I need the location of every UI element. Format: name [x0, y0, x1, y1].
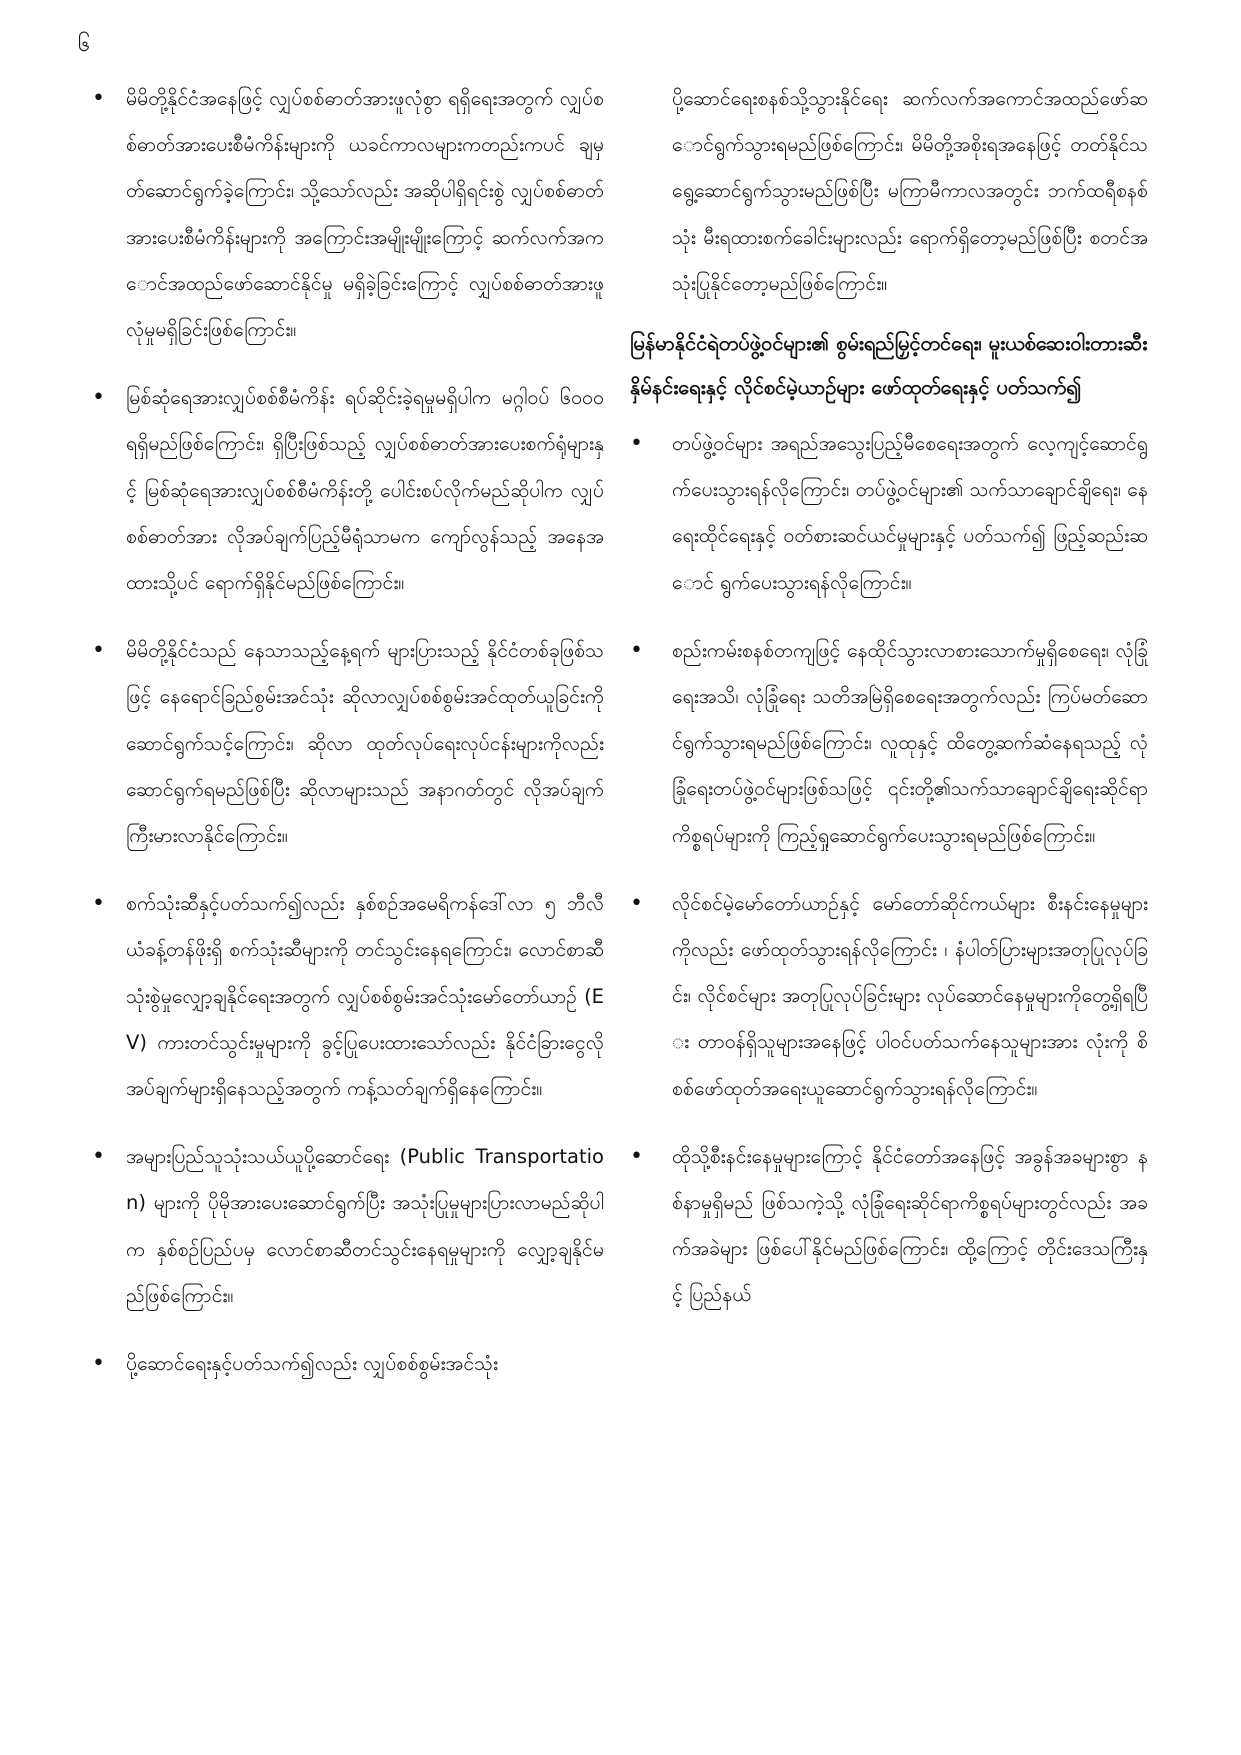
- left-bullet-list: [92, 76, 604, 1387]
- list-item: • ပို့ဆောင်ရေးနှင့်ပတ်သက်၍လည်း လျှပ်စစ်စွမ်းအင်သုံး: [92, 1341, 604, 1387]
- list-item: • တပ်ဖွဲ့ဝင်များ အရည်အသွေးပြည့်မီစေရေးအတွက် လေ့ကျင့်ဆောင်ရွက်ပေးသွားရန်လိုကြောင်း၊ တပ်ဖွဲ့ဝင်များ၏ သက်သာချောင်ချိရေး၊ နေရေးထိုင်ရေးနှင့် ဝတ်စားဆင်ယင်မှုများနှင့် ပတ်သက်၍ ဖြည့်ဆည်းဆောင် ရွက်ပေးသွားရန်လိုကြောင်း။: [630, 421, 1148, 606]
- list-item: • မြစ်ဆုံရေအားလျှပ်စစ်စီမံကိန်း ရပ်ဆိုင်းခဲ့ရမှုမရှိပါက မဂ္ဂါဝပ် ၆၀၀၀ ရရှိမည်ဖြစ်ကြောင်း၊ ရှိပြီးဖြစ်သည့် လျှပ်စစ်ဓာတ်အားပေးစက်ရုံများနှင့် မြစ်ဆုံရေအားလျှပ်စစ်စီမံကိန်းတို့ ပေါင်းစပ်လိုက်မည်ဆိုပါက လျှပ်စစ်ဓာတ်အား လိုအပ်ချက်ပြည့်မီရုံသာမက ကျော်လွန်သည့် အနေအထားသို့ပင် ရောက်ရှိနိုင်မည်ဖြစ်ကြောင်း။: [92, 375, 604, 606]
- list-item: • စက်သုံးဆီနှင့်ပတ်သက်၍လည်း နှစ်စဉ်အမေရိကန်ဒေါ်လာ ၅ ဘီလီယံခန့်တန်ဖိုးရှိ စက်သုံးဆီများကို တင်သွင်းနေရကြောင်း၊ လောင်စာဆီသုံးစွဲမှုလျှော့ချနိုင်ရေးအတွက် လျှပ်စစ်စွမ်းအင်သုံးမော်တော်ယာဉ် (EV) ကားတင်သွင်းမှုများကို ခွင့်ပြုပေးထားသော်လည်း နိုင်ငံခြားငွေလိုအပ်ချက်များရှိနေသည့်အတွက် ကန့်သတ်ချက်ရှိနေကြောင်း။: [92, 881, 604, 1112]
- section-heading: မြန်မာနိုင်ငံရဲတပ်ဖွဲ့ဝင်များ၏ စွမ်းရည်မြှင့်တင်ရေး၊ မူးယစ်ဆေးဝါးတားဆီးနှိမ်နင်းရေးနှင့် လိုင်စင်မဲ့ယာဉ်များ ဖော်ထုတ်ရေးနှင့် ပတ်သက်၍: [630, 331, 1148, 400]
- list-item: • စည်းကမ်းစနစ်တကျဖြင့် နေထိုင်သွားလာစားသောက်မှုရှိစေရေး၊ လုံခြုံရေးအသိ၊ လုံခြုံရေး သတိအမြဲရှိစေရေးအတွက်လည်း ကြပ်မတ်ဆောင်ရွက်သွားရမည်ဖြစ်ကြောင်း၊ လူထုနှင့် ထိတွေ့ဆက်ဆံနေရသည့် လုံခြုံရေးတပ်ဖွဲ့ဝင်များဖြစ်သဖြင့် ၎င်းတို့၏သက်သာချောင်ချိရေးဆိုင်ရာကိစ္စရပ်များကို ကြည့်ရှုဆောင်ရွက်ပေးသွားရမည်ဖြစ်ကြောင်း။: [630, 628, 1148, 859]
- list-item: • အများပြည်သူသုံးသယ်ယူပို့ဆောင်ရေး (Public Transportation) များကို ပိုမိုအားပေးဆောင်ရွက်ပြီး အသုံးပြုမှုများပြားလာမည်ဆိုပါက နှစ်စဉ်ပြည်ပမှ လောင်စာဆီတင်သွင်းနေရမှုများကို လျှော့ချနိုင်မည်ဖြစ်ကြောင်း။: [92, 1134, 604, 1319]
- list-item: • ထိုသို့စီးနင်းနေမှုများကြောင့် နိုင်ငံတော်အနေဖြင့် အခွန်အခများစွာ နစ်နာမှုရှိမည် ဖြစ်သကဲ့သို့ လုံခြုံရေးဆိုင်ရာကိစ္စရပ်များတွင်လည်း အခက်အခဲများ ဖြစ်ပေါ်နိုင်မည်ဖြစ်ကြောင်း၊ ထို့ကြောင့် တိုင်းဒေသကြီးနှင့် ပြည်နယ်: [630, 1134, 1148, 1319]
- continued-paragraph: ပို့ဆောင်ရေးစနစ်သို့သွားနိုင်ရေး ဆက်လက်အကောင်အထည်ဖော်ဆောင်ရွက်သွားရမည်ဖြစ်ကြောင်း၊ မိမိတို့အစိုးရအနေဖြင့် တတ်နိုင်သရွေ့ဆောင်ရွက်သွားမည်ဖြစ်ပြီး မကြာမီကာလအတွင်း ဘက်ထရီစနစ်သုံး မီးရထားစက်ခေါင်းများလည်း ရောက်ရှိတော့မည်ဖြစ်ပြီး စတင်အသုံးပြုနိုင်တော့မည်ဖြစ်ကြောင်း။: [672, 87, 1148, 295]
- right-bullet-list: [630, 421, 1148, 1319]
- list-item: • မိမိတို့နိုင်ငံအနေဖြင့် လျှပ်စစ်ဓာတ်အားဖူလုံစွာ ရရှိရေးအတွက် လျှပ်စစ်ဓာတ်အားပေးစီမံကိန်းများကို ယခင်ကာလများကတည်းကပင် ချမှတ်ဆောင်ရွက်ခဲ့ကြောင်း၊ သို့သော်လည်း အဆိုပါရှိရင်းစွဲ လျှပ်စစ်ဓာတ်အားပေးစီမံကိန်းများကို အကြောင်းအမျိုးမျိုးကြောင့် ဆက်လက်အကောင်အထည်ဖော်ဆောင်နိုင်မှု မရှိခဲ့ခြင်းကြောင့် လျှပ်စစ်ဓာတ်အားဖူလုံမှုမရှိခြင်းဖြစ်ကြောင်း။: [92, 76, 604, 353]
- list-item: • လိုင်စင်မဲ့မော်တော်ယာဉ်နှင့် မော်တော်ဆိုင်ကယ်များ စီးနင်းနေမှုများကိုလည်း ဖော်ထုတ်သွားရန်လိုကြောင်း ၊ နံပါတ်ပြားများအတုပြုလုပ်ခြင်း၊ လိုင်စင်များ အတုပြုလုပ်ခြင်းများ လုပ်ဆောင်နေမှုများကိုတွေ့ရှိရပြီး တာဝန်ရှိသူများအနေဖြင့် ပါဝင်ပတ်သက်နေသူများအား လုံးကို စိစစ်ဖော်ထုတ်အရေးယူဆောင်ရွက်သွားရန်လိုကြောင်း။: [630, 881, 1148, 1112]
- page-number: ၆: [78, 32, 91, 57]
- left-column: [92, 76, 604, 1409]
- right-column: [630, 76, 1148, 1341]
- list-item: • မိမိတို့နိုင်ငံသည် နေသာသည့်နေ့ရက် များပြားသည့် နိုင်ငံတစ်ခုဖြစ်သဖြင့် နေရောင်ခြည်စွမ်းအင်သုံး ဆိုလာလျှပ်စစ်စွမ်းအင်ထုတ်ယူခြင်းကို ဆောင်ရွက်သင့်ကြောင်း၊ ဆိုလာ ထုတ်လုပ်ရေးလုပ်ငန်းများကိုလည်း ဆောင်ရွက်ရမည်ဖြစ်ပြီး ဆိုလာများသည် အနာဂတ်တွင် လိုအပ်ချက်ကြီးမားလာနိုင်ကြောင်း။: [92, 628, 604, 859]
